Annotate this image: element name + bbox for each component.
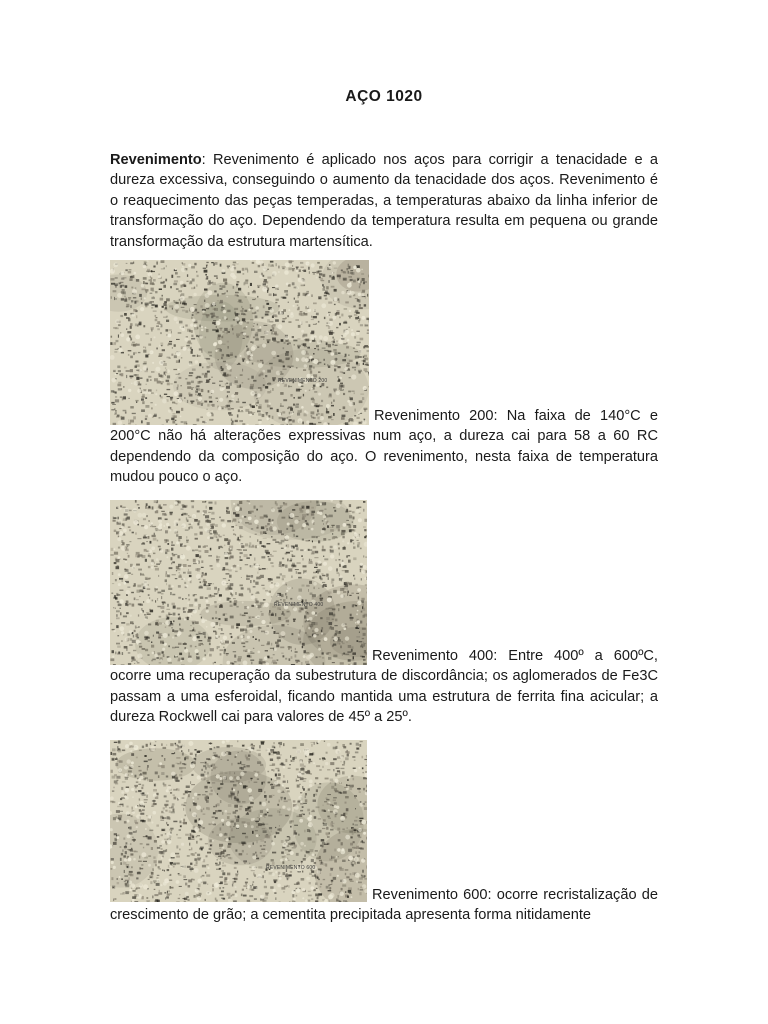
micrograph-revenimento-400 <box>110 500 367 665</box>
micrograph-600-label: REVENIMENTO 600 <box>266 865 316 871</box>
section-revenimento-400 <box>110 500 658 728</box>
micrograph-200-label: REVENIMENTO 200 <box>278 378 328 384</box>
section-600-text: Revenimento 600: ocorre recristalização de crescimento de grão; a cementita precipitada apresenta forma nitidamente <box>110 887 658 924</box>
micrograph-400-label: REVENIMENTO 400 <box>274 602 324 608</box>
document-title: AÇO 1020 <box>345 88 423 105</box>
intro-lead-term: Revenimento <box>110 152 202 168</box>
intro-text: Revenimento é aplicado nos aços para corrigir a tenacidade e a dureza excessiva, conseguindo o aumento da tenacidade dos aços. Revenimento é o reaquecimento das peças temperadas, a temperaturas abaixo da linha inferior de transformação do aço. Dependendo da temperatura resulta em pequena ou grande transformação da estrutura martensítica. <box>110 152 658 250</box>
document-page <box>110 0 658 1024</box>
section-revenimento-200 <box>110 260 658 488</box>
micrograph-revenimento-600 <box>110 740 367 902</box>
intro-lead-separator: : <box>201 152 206 168</box>
micrograph-revenimento-200 <box>110 260 369 425</box>
micrograph-400-image <box>110 500 367 665</box>
micrograph-200-image <box>110 260 369 425</box>
section-200-text: Revenimento 200: Na faixa de 140°C e 200°C não há alterações expressivas num aço, a dureza cai para 58 a 60 RC dependendo da composição do aço. O revenimento, nesta faixa de temperatura mudou pouco o aço. <box>110 408 658 486</box>
micrograph-600-image <box>110 740 367 902</box>
section-400-text: Revenimento 400: Entre 400º a 600ºC, ocorre uma recuperação da subestrutura de discordância; os aglomerados de Fe3C passam a uma esferoidal, ficando mantida uma estrutura de ferrita fina acicular; a dureza Rockwell cai para valores de 45º a 25º. <box>110 648 658 726</box>
section-revenimento-600 <box>110 740 658 926</box>
intro-paragraph <box>110 150 658 252</box>
